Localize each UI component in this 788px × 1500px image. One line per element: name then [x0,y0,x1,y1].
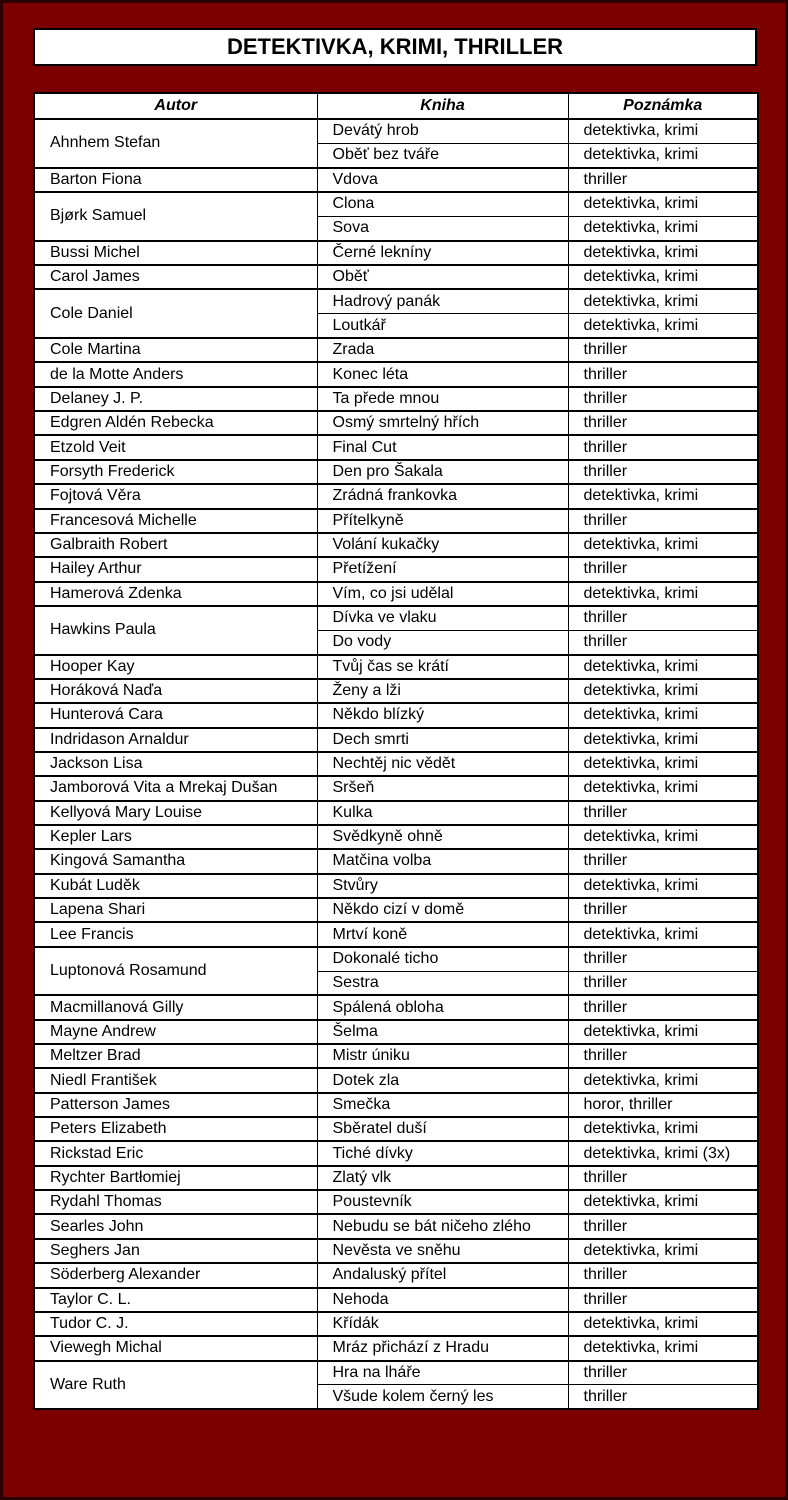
table-row [34,582,758,606]
table-row [34,922,758,946]
table-row [34,1068,758,1092]
author-cell: Hamerová Zdenka [34,582,317,606]
author-cell: Searles John [34,1214,317,1238]
book-title-cell: Zrádná frankovka [317,484,568,508]
book-title-cell: Šelma [317,1020,568,1044]
table-header-row [34,93,758,119]
table-row [34,435,758,459]
book-title-cell: Devátý hrob [317,119,568,143]
table-row [34,703,758,727]
book-title-cell: Andaluský přítel [317,1263,568,1287]
book-title-cell: Zlatý vlk [317,1166,568,1190]
table-body [34,119,758,1409]
author-cell: Hawkins Paula [34,606,317,655]
note-cell: detektivka, krimi [568,241,758,265]
author-cell: Kingová Samantha [34,849,317,873]
table-row [34,265,758,289]
book-title-cell: Přítelkyně [317,509,568,533]
table-row [34,289,758,313]
note-cell: thriller [568,509,758,533]
table-row [34,1117,758,1141]
author-cell: Kepler Lars [34,825,317,849]
author-cell: Meltzer Brad [34,1044,317,1068]
note-cell: detektivka, krimi [568,119,758,143]
book-table [33,92,759,1410]
book-title-cell: Dokonalé ticho [317,947,568,971]
author-cell: Söderberg Alexander [34,1263,317,1287]
author-cell: Delaney J. P. [34,387,317,411]
author-cell: Tudor C. J. [34,1312,317,1336]
note-cell: thriller [568,1044,758,1068]
book-title-cell: Volání kukačky [317,533,568,557]
book-title-cell: Nevěsta ve sněhu [317,1239,568,1263]
author-cell: Cole Martina [34,338,317,362]
page-title: DETEKTIVKA, KRIMI, THRILLER [33,28,757,66]
book-title-cell: Sběratel duší [317,1117,568,1141]
table-row [34,533,758,557]
table-row [34,1336,758,1360]
book-title-cell: Mrtví koně [317,922,568,946]
table-row [34,119,758,143]
author-cell: Luptonová Rosamund [34,947,317,996]
note-cell: thriller [568,435,758,459]
author-cell: Kellyová Mary Louise [34,801,317,825]
note-cell: thriller [568,995,758,1019]
table-row [34,1141,758,1165]
note-cell: detektivka, krimi [568,874,758,898]
author-cell: Taylor C. L. [34,1288,317,1312]
book-title-cell: Kulka [317,801,568,825]
note-cell: thriller [568,898,758,922]
book-title-cell: Hadrový panák [317,289,568,313]
note-cell: detektivka, krimi [568,752,758,776]
table-row [34,1166,758,1190]
table-row [34,801,758,825]
table-row [34,655,758,679]
book-title-cell: Nebudu se bát ničeho zlého [317,1214,568,1238]
note-cell: horor, thriller [568,1093,758,1117]
table-row [34,606,758,630]
author-cell: Rickstad Eric [34,1141,317,1165]
note-cell: detektivka, krimi [568,265,758,289]
book-title-cell: Přetížení [317,557,568,581]
author-cell: Jamborová Vita a Mrekaj Dušan [34,776,317,800]
book-title-cell: Dotek zla [317,1068,568,1092]
note-cell: detektivka, krimi [568,922,758,946]
note-cell: thriller [568,1385,758,1409]
note-cell: detektivka, krimi [568,703,758,727]
note-cell: detektivka, krimi [568,1336,758,1360]
book-title-cell: Sova [317,216,568,240]
author-cell: Indridason Arnaldur [34,728,317,752]
author-cell: Cole Daniel [34,289,317,338]
note-cell: detektivka, krimi [568,533,758,557]
note-cell: thriller [568,1361,758,1385]
table-row [34,557,758,581]
note-cell: thriller [568,971,758,995]
note-cell: thriller [568,387,758,411]
table-row [34,1239,758,1263]
book-title-cell: Ženy a lži [317,679,568,703]
author-cell: Horáková Naďa [34,679,317,703]
header-book: Kniha [317,93,568,119]
book-title-cell: Křídák [317,1312,568,1336]
note-cell: detektivka, krimi [568,825,758,849]
author-cell: Hooper Kay [34,655,317,679]
author-cell: Ware Ruth [34,1361,317,1410]
author-cell: Etzold Veit [34,435,317,459]
book-title-cell: Final Cut [317,435,568,459]
book-title-cell: Zrada [317,338,568,362]
note-cell: thriller [568,801,758,825]
header-author: Autor [34,93,317,119]
table-row [34,1263,758,1287]
note-cell: detektivka, krimi [568,1068,758,1092]
author-cell: Seghers Jan [34,1239,317,1263]
note-cell: thriller [568,168,758,192]
book-title-cell: Sršeň [317,776,568,800]
author-cell: Rydahl Thomas [34,1190,317,1214]
author-cell: Edgren Aldén Rebecka [34,411,317,435]
table-row [34,1093,758,1117]
table-row [34,825,758,849]
note-cell: detektivka, krimi [568,655,758,679]
table-row [34,168,758,192]
table-row [34,1214,758,1238]
table-row [34,411,758,435]
note-cell: thriller [568,460,758,484]
table-row [34,1020,758,1044]
note-cell: thriller [568,1166,758,1190]
author-cell: Ahnhem Stefan [34,119,317,168]
table-row [34,752,758,776]
book-title-cell: Černé lekníny [317,241,568,265]
book-title-cell: Konec léta [317,362,568,386]
note-cell: thriller [568,338,758,362]
note-cell: thriller [568,1288,758,1312]
table-row [34,1288,758,1312]
book-title-cell: Vdova [317,168,568,192]
book-title-cell: Hra na lháře [317,1361,568,1385]
book-title-cell: Nechtěj nic vědět [317,752,568,776]
author-cell: Mayne Andrew [34,1020,317,1044]
note-cell: detektivka, krimi [568,1312,758,1336]
author-cell: Carol James [34,265,317,289]
author-cell: Bjørk Samuel [34,192,317,241]
note-cell: detektivka, krimi [568,679,758,703]
book-title-cell: Dívka ve vlaku [317,606,568,630]
note-cell: thriller [568,947,758,971]
book-title-cell: Smečka [317,1093,568,1117]
book-title-cell: Stvůry [317,874,568,898]
table-row [34,509,758,533]
table-row [34,387,758,411]
table-row [34,849,758,873]
note-cell: detektivka, krimi [568,484,758,508]
author-cell: de la Motte Anders [34,362,317,386]
author-cell: Fojtová Věra [34,484,317,508]
table-row [34,460,758,484]
book-title-cell: Oběť bez tváře [317,143,568,167]
book-title-cell: Dech smrti [317,728,568,752]
book-title-cell: Do vody [317,630,568,654]
book-title-cell: Loutkář [317,314,568,338]
note-cell: detektivka, krimi (3x) [568,1141,758,1165]
note-cell: detektivka, krimi [568,582,758,606]
author-cell: Lee Francis [34,922,317,946]
note-cell: thriller [568,362,758,386]
author-cell: Macmillanová Gilly [34,995,317,1019]
author-cell: Forsyth Frederick [34,460,317,484]
author-cell: Kubát Luděk [34,874,317,898]
book-title-cell: Sestra [317,971,568,995]
note-cell: detektivka, krimi [568,192,758,216]
note-cell: detektivka, krimi [568,1020,758,1044]
table-row [34,995,758,1019]
book-title-cell: Poustevník [317,1190,568,1214]
author-cell: Lapena Shari [34,898,317,922]
author-cell: Bussi Michel [34,241,317,265]
author-cell: Francesová Michelle [34,509,317,533]
note-cell: detektivka, krimi [568,314,758,338]
note-cell: thriller [568,606,758,630]
author-cell: Jackson Lisa [34,752,317,776]
note-cell: thriller [568,1263,758,1287]
table-row [34,1312,758,1336]
book-title-cell: Den pro Šakala [317,460,568,484]
note-cell: detektivka, krimi [568,289,758,313]
note-cell: detektivka, krimi [568,776,758,800]
author-cell: Peters Elizabeth [34,1117,317,1141]
table-row [34,484,758,508]
book-title-cell: Někdo blízký [317,703,568,727]
note-cell: thriller [568,849,758,873]
note-cell: detektivka, krimi [568,216,758,240]
table-row [34,898,758,922]
note-cell: detektivka, krimi [568,728,758,752]
note-cell: detektivka, krimi [568,143,758,167]
note-cell: detektivka, krimi [568,1190,758,1214]
book-title-cell: Ta přede mnou [317,387,568,411]
note-cell: thriller [568,557,758,581]
table-row [34,192,758,216]
table-row [34,1361,758,1385]
author-cell: Hunterová Cara [34,703,317,727]
table-row [34,874,758,898]
book-title-cell: Clona [317,192,568,216]
book-title-cell: Oběť [317,265,568,289]
book-title-cell: Matčina volba [317,849,568,873]
book-title-cell: Někdo cizí v domě [317,898,568,922]
table-row [34,241,758,265]
author-cell: Rychter Bartłomiej [34,1166,317,1190]
table-row [34,776,758,800]
book-title-cell: Vím, co jsi udělal [317,582,568,606]
book-title-cell: Všude kolem černý les [317,1385,568,1409]
author-cell: Patterson James [34,1093,317,1117]
author-cell: Viewegh Michal [34,1336,317,1360]
author-cell: Barton Fiona [34,168,317,192]
note-cell: thriller [568,1214,758,1238]
book-title-cell: Nehoda [317,1288,568,1312]
book-title-cell: Spálená obloha [317,995,568,1019]
author-cell: Niedl František [34,1068,317,1092]
book-title-cell: Osmý smrtelný hřích [317,411,568,435]
note-cell: detektivka, krimi [568,1117,758,1141]
table-row [34,947,758,971]
table-row [34,338,758,362]
note-cell: thriller [568,411,758,435]
author-cell: Galbraith Robert [34,533,317,557]
book-title-cell: Svědkyně ohně [317,825,568,849]
book-title-cell: Tiché dívky [317,1141,568,1165]
book-title-cell: Mráz přichází z Hradu [317,1336,568,1360]
author-cell: Hailey Arthur [34,557,317,581]
table-row [34,679,758,703]
table-row [34,1190,758,1214]
note-cell: thriller [568,630,758,654]
table-row [34,728,758,752]
book-title-cell: Tvůj čas se krátí [317,655,568,679]
book-title-cell: Mistr úniku [317,1044,568,1068]
note-cell: detektivka, krimi [568,1239,758,1263]
table-row [34,362,758,386]
table-row [34,1044,758,1068]
header-note: Poznámka [568,93,758,119]
